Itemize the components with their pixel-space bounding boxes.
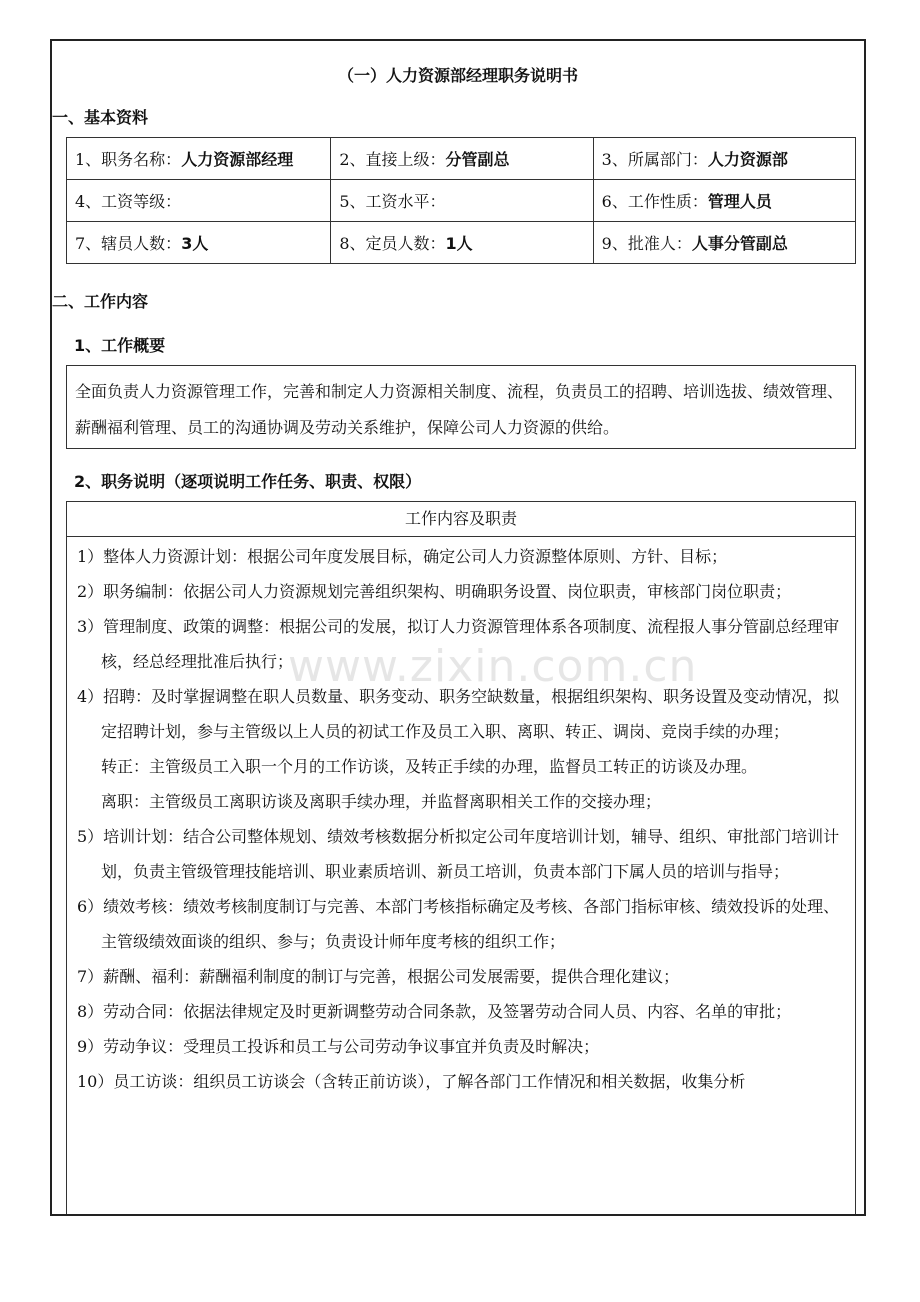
basic-info-label: 9、批准人： xyxy=(601,234,692,253)
basic-info-value: 人力资源部经理 xyxy=(181,150,294,169)
basic-info-label: 2、直接上级： xyxy=(339,150,446,169)
basic-info-row xyxy=(67,222,856,264)
duty-item: 1）整体人力资源计划：根据公司年度发展目标，确定公司人力资源整体原则、方针、目标； xyxy=(77,547,728,566)
basic-info-row xyxy=(67,138,856,180)
basic-info-cell xyxy=(331,180,593,222)
basic-info-label: 7、辖员人数： xyxy=(75,234,182,253)
duty-item: 3）管理制度、政策的调整：根据公司的发展，拟订人力资源管理体系各项制度、流程报人事分管副总经理审核，经总经理批准后执行； xyxy=(77,617,840,671)
duty-item: 9）劳动争议：受理员工投诉和员工与公司劳动争议事宜并负责及时解决； xyxy=(77,1037,600,1056)
basic-info-value: 人事分管副总 xyxy=(691,234,788,253)
basic-info-value: 分管副总 xyxy=(445,150,510,169)
basic-info-label: 5、工资水平： xyxy=(339,192,446,211)
duty-table-header: 工作内容及职责 xyxy=(67,502,855,537)
duty-description-heading: 2、职务说明（逐项说明工作任务、职责、权限） xyxy=(74,472,422,491)
basic-info-label: 8、定员人数： xyxy=(339,234,446,253)
duty-sub-item: 转正：主管级员工入职一个月的工作访谈，及转正手续的办理，监督员工转正的访谈及办理。 xyxy=(101,757,758,776)
basic-info-label: 4、工资等级： xyxy=(75,192,182,211)
basic-info-cell xyxy=(331,222,593,264)
watermark: www.zixin.com.cn xyxy=(288,641,698,692)
basic-info-cell xyxy=(593,138,855,180)
basic-info-label: 6、工作性质： xyxy=(601,192,708,211)
work-summary-heading: 1、工作概要 xyxy=(74,336,166,355)
duty-table xyxy=(66,501,856,1216)
section-work-content-heading: 二、工作内容 xyxy=(52,292,149,311)
duty-sub-item: 离职：主管级员工离职访谈及离职手续办理，并监督离职相关工作的交接办理； xyxy=(101,792,662,811)
duty-item: 4）招聘：及时掌握调整在职人员数量、职务变动、职务空缺数量，根据组织架构、职务设置及变动情况，拟定招聘计划，参与主管级以上人员的初试工作及员工入职、离职、转正、调岗、竞岗手续的办理； xyxy=(77,687,840,741)
duty-item: 6）绩效考核：绩效考核制度制订与完善、本部门考核指标确定及考核、各部门指标审核、绩效投诉的处理、主管级绩效面谈的组织、参与；负责设计师年度考核的组织工作； xyxy=(77,897,840,951)
basic-info-label: 1、职务名称： xyxy=(75,150,182,169)
basic-info-value: 人力资源部 xyxy=(707,150,788,169)
basic-info-row xyxy=(67,180,856,222)
basic-info-label: 3、所属部门： xyxy=(601,150,708,169)
basic-info-cell xyxy=(67,222,331,264)
duty-item: 8）劳动合同：依据法律规定及时更新调整劳动合同条款，及签署劳动合同人员、内容、名单的审批； xyxy=(77,1002,792,1021)
basic-info-cell xyxy=(593,180,855,222)
duty-item: 7）薪酬、福利：薪酬福利制度的制订与完善，根据公司发展需要，提供合理化建议； xyxy=(77,967,680,986)
basic-info-cell xyxy=(593,222,855,264)
work-summary-box: 全面负责人力资源管理工作，完善和制定人力资源相关制度、流程，负责员工的招聘、培训选拔、绩效管理、薪酬福利管理、员工的沟通协调及劳动关系维护，保障公司人力资源的供给。 xyxy=(66,365,856,449)
basic-info-cell xyxy=(67,138,331,180)
duty-item: 2）职务编制：依据公司人力资源规划完善组织架构、明确职务设置、岗位职责，审核部门岗位职责； xyxy=(77,582,792,601)
basic-info-cell xyxy=(67,180,331,222)
basic-info-value: 3人 xyxy=(181,234,209,253)
duty-list xyxy=(67,537,855,1099)
basic-info-value: 1人 xyxy=(445,234,473,253)
basic-info-value: 管理人员 xyxy=(707,192,772,211)
document-title: （一）人力资源部经理职务说明书 xyxy=(337,66,578,85)
section-basic-info-heading: 一、基本资料 xyxy=(52,108,149,127)
basic-info-table xyxy=(66,137,856,264)
document-frame xyxy=(50,39,866,1216)
basic-info-cell xyxy=(331,138,593,180)
duty-item: 10）员工访谈：组织员工访谈会（含转正前访谈），了解各部门工作情况和相关数据，收集分析 xyxy=(77,1072,746,1091)
duty-item: 5）培训计划：结合公司整体规划、绩效考核数据分析拟定公司年度培训计划，辅导、组织、审批部门培训计划，负责主管级管理技能培训、职业素质培训、新员工培训，负责本部门下属人员的培训与指导； xyxy=(77,827,840,881)
